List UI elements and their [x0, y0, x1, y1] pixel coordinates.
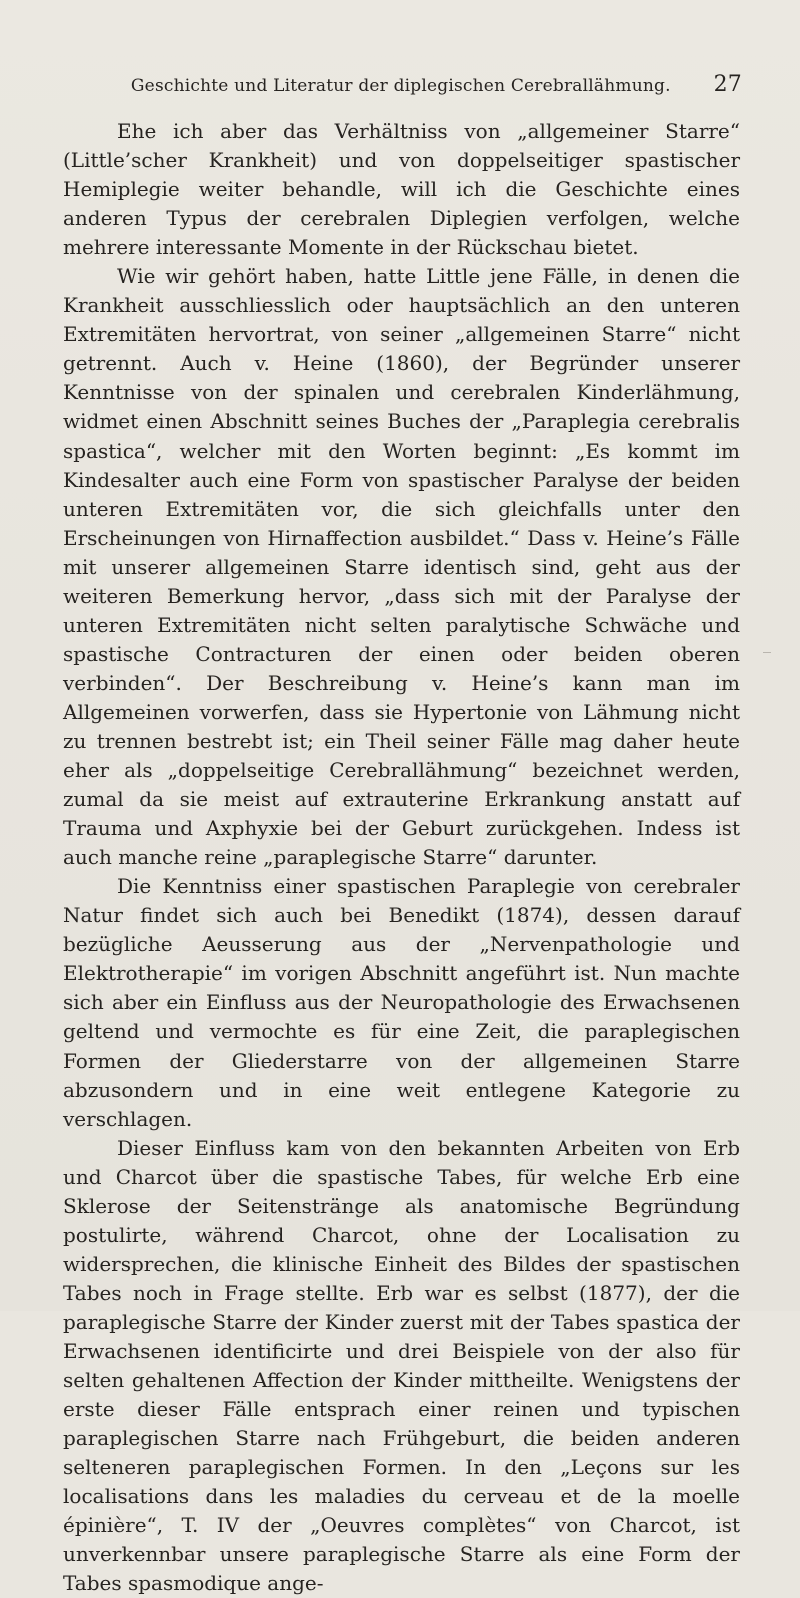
scan-mark	[763, 652, 771, 653]
running-head	[118, 72, 742, 102]
running-title: Geschichte und Literatur der diplegischen Cerebrallähmung.	[130, 76, 671, 96]
body-text	[63, 117, 740, 1598]
paragraph-4: Dieser Einfluss kam von den bekannten Arbeiten von Erb und Charcot über die spastische Tabes, für welche Erb eine Sklerose der Seitenstränge als anatomische Begründung postulirte, während Charcot, ohne der Localisation zu widersprechen, die klinische Einheit des Bildes der spastischen Tabes noch in Frage stellte. Erb war es selbst (1877), der die paraplegische Starre der Kinder zuerst mit der Tabes spastica der Erwachsenen identificirte und drei Beispiele von der also für selten gehaltenen Affection der Kinder mittheilte. Wenigstens der erste dieser Fälle entsprach einer reinen und typischen paraplegischen Starre nach Frühgeburt, die beiden anderen selteneren paraplegischen Formen. In den „Leçons sur les localisations dans les maladies du cerveau et de la moelle épinière“, T. IV der „Oeuvres complètes“ von Charcot, ist unverkennbar unsere paraplegische Starre als eine Form der Tabes spasmodique ange-	[63, 1135, 740, 1596]
paragraph-2: Wie wir gehört haben, hatte Little jene Fälle, in denen die Krankheit ausschliesslich oder hauptsächlich an den unteren Extremitäten hervortrat, von seiner „allgemeinen Starre“ nicht getrennt. Auch v. Heine (1860), der Begründer unserer Kenntnisse von der spinalen und cerebralen Kinderlähmung, widmet einen Abschnitt seines Buches der „Paraplegia cerebralis spastica“, welcher mit den Worten beginnt: „Es kommt im Kindesalter auch eine Form von spastischer Paralyse der beiden unteren Extremitäten vor, die sich gleichfalls unter den Erscheinungen von Hirnaffection ausbildet.“ Dass v. Heine’s Fälle mit unserer allgemeinen Starre identisch sind, geht aus der weiteren Bemerkung hervor, „dass sich mit der Paralyse der unteren Extremitäten nicht selten paralytische Schwäche und spastische Contracturen der einen oder beiden oberen verbinden“. Der Beschreibung v. Heine’s kann man im Allgemeinen vorwerfen, dass sie Hypertonie von Lähmung nicht zu trennen bestrebt ist; ein Theil seiner Fälle mag daher heute eher als „doppelseitige Cerebrallähmung“ bezeichnet werden, zumal da sie meist auf extrauterine Erkrankung anstatt auf Trauma und Axphyxie bei der Geburt zurückgehen. Indess ist auch manche reine „paraplegische Starre“ darunter.	[63, 264, 740, 870]
paragraph-3: Die Kenntniss einer spastischen Paraplegie von cerebraler Natur findet sich auch bei Benedikt (1874), dessen darauf bezügliche Aeusserung aus der „Nervenpathologie und Elektrotherapie“ im vorigen Abschnitt angeführt ist. Nun machte sich aber ein Einfluss aus der Neuropathologie des Erwachsenen geltend und vermochte es für eine Zeit, die paraplegischen Formen der Gliederstarre von der allgemeinen Starre abzusondern und in eine weit entlegene Kategorie zu verschlagen.	[63, 874, 740, 1131]
page-number: 27	[713, 72, 742, 97]
paragraph-1: Ehe ich aber das Verhältniss von „allgemeiner Starre“ (Little’scher Krankheit) und von doppelseitiger spastischer Hemiplegie weiter behandle, will ich die Geschichte eines anderen Typus der cerebralen Diplegien verfolgen, welche mehrere interessante Momente in der Rückschau bietet.	[63, 119, 740, 260]
